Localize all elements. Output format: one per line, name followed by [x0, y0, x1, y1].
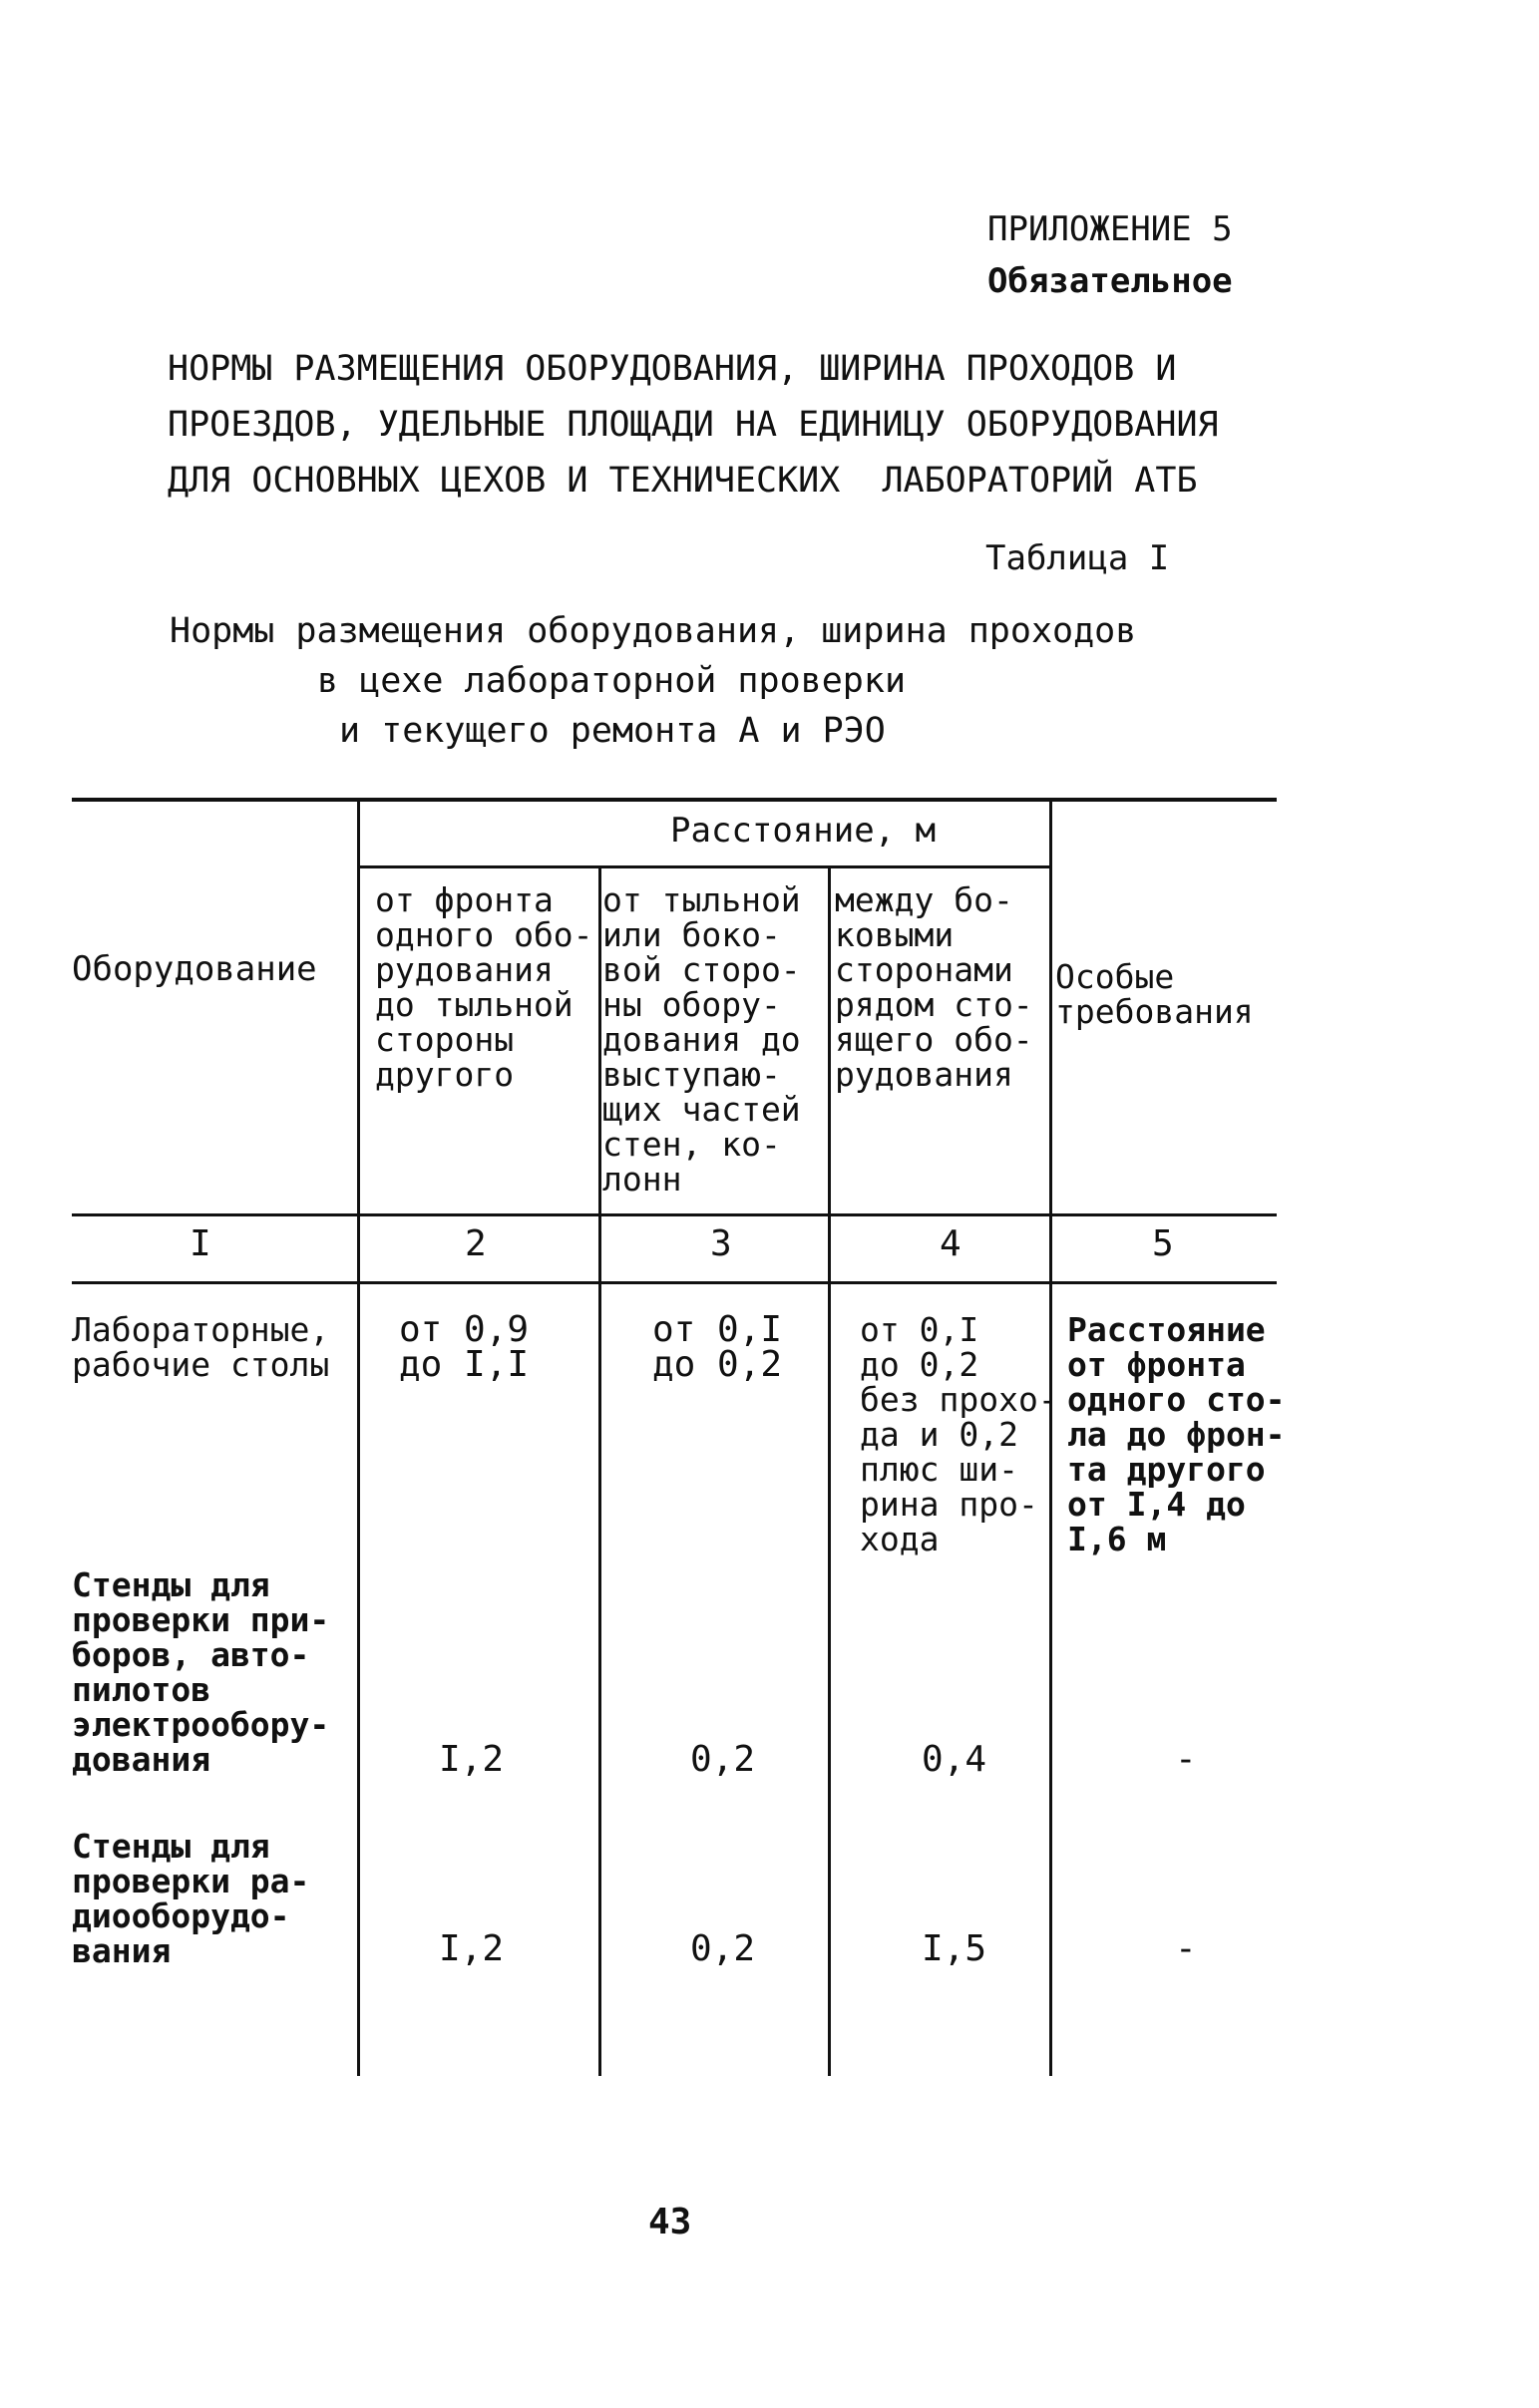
- row3-side: I,5: [922, 1928, 987, 1969]
- col-divider-3: [828, 865, 831, 2076]
- row2-front: I,2: [439, 1739, 505, 1780]
- row2-special: -: [1175, 1739, 1197, 1780]
- caption-line-2: в цехе лабораторной проверки: [317, 661, 907, 701]
- col-number-3: 3: [710, 1223, 732, 1264]
- header-equipment: Оборудование: [72, 949, 317, 989]
- header-distance-front: от фронта одного обо- рудования до тыльной стороны другого: [375, 880, 593, 1094]
- row3-equipment: Стенды для проверки ра- диооборудо- вания: [72, 1827, 310, 1970]
- appendix-label: ПРИЛОЖЕНИЕ 5: [987, 209, 1233, 249]
- col-divider-1: [357, 800, 360, 2076]
- col-number-4: 4: [940, 1223, 962, 1264]
- row1-back: от 0,I до 0,2: [652, 1309, 783, 1385]
- page-number: 43: [648, 2202, 692, 2242]
- header-special: Особые требования: [1055, 957, 1254, 1031]
- document-title: НОРМЫ РАЗМЕЩЕНИЯ ОБОРУДОВАНИЯ, ШИРИНА ПРОХОДОВ И ПРОЕЗДОВ, УДЕЛЬНЫЕ ПЛОЩАДИ НА ЕДИНИЦУ ОБОРУДОВАНИЯ ДЛЯ ОСНОВНЫХ ЦЕХОВ И ТЕХНИЧЕСКИХ ЛАБОРАТОРИЙ АТБ: [168, 349, 1219, 501]
- header-distance-side: между бо- ковыми сторонами рядом сто- ящего обо- рудования: [835, 880, 1033, 1094]
- row1-equipment: Лабораторные, рабочие столы: [72, 1310, 330, 1384]
- numbers-bottom-rule: [72, 1281, 1277, 1284]
- header-bottom-rule: [72, 1213, 1277, 1216]
- table-top-rule: [72, 798, 1277, 802]
- header-distance-back: от тыльной или боко- вой сторо- ны обору- дования до выступаю- щих частей стен, ко- лонн: [602, 880, 801, 1199]
- caption-line-1: Нормы размещения оборудования, ширина проходов: [170, 611, 1137, 651]
- col-divider-2: [598, 865, 601, 2076]
- caption-line-3: и текущего ремонта А и РЭО: [339, 711, 886, 751]
- col-number-5: 5: [1152, 1223, 1174, 1264]
- row3-back: 0,2: [690, 1928, 756, 1969]
- distance-group-rule: [359, 865, 1049, 868]
- row1-special: Расстояние от фронта одного сто- ла до фрон- та другого от I,4 до I,6 м: [1067, 1310, 1286, 1558]
- mandatory-label: Обязательное: [987, 261, 1233, 301]
- row3-front: I,2: [439, 1928, 505, 1969]
- col-number-2: 2: [465, 1223, 487, 1264]
- header-distance: Расстояние, м: [670, 811, 937, 851]
- col-number-1: I: [190, 1223, 211, 1264]
- row1-side: от 0,I до 0,2 без прохо- да и 0,2 плюс ши- рина про- хода: [860, 1310, 1058, 1558]
- row1-front: от 0,9 до I,I: [399, 1309, 530, 1385]
- row3-special: -: [1175, 1928, 1197, 1969]
- row2-back: 0,2: [690, 1739, 756, 1780]
- row2-equipment: Стенды для проверки при- боров, авто- пилотов электрообору- дования: [72, 1565, 330, 1779]
- row2-side: 0,4: [922, 1739, 987, 1780]
- table-label: Таблица I: [985, 538, 1170, 578]
